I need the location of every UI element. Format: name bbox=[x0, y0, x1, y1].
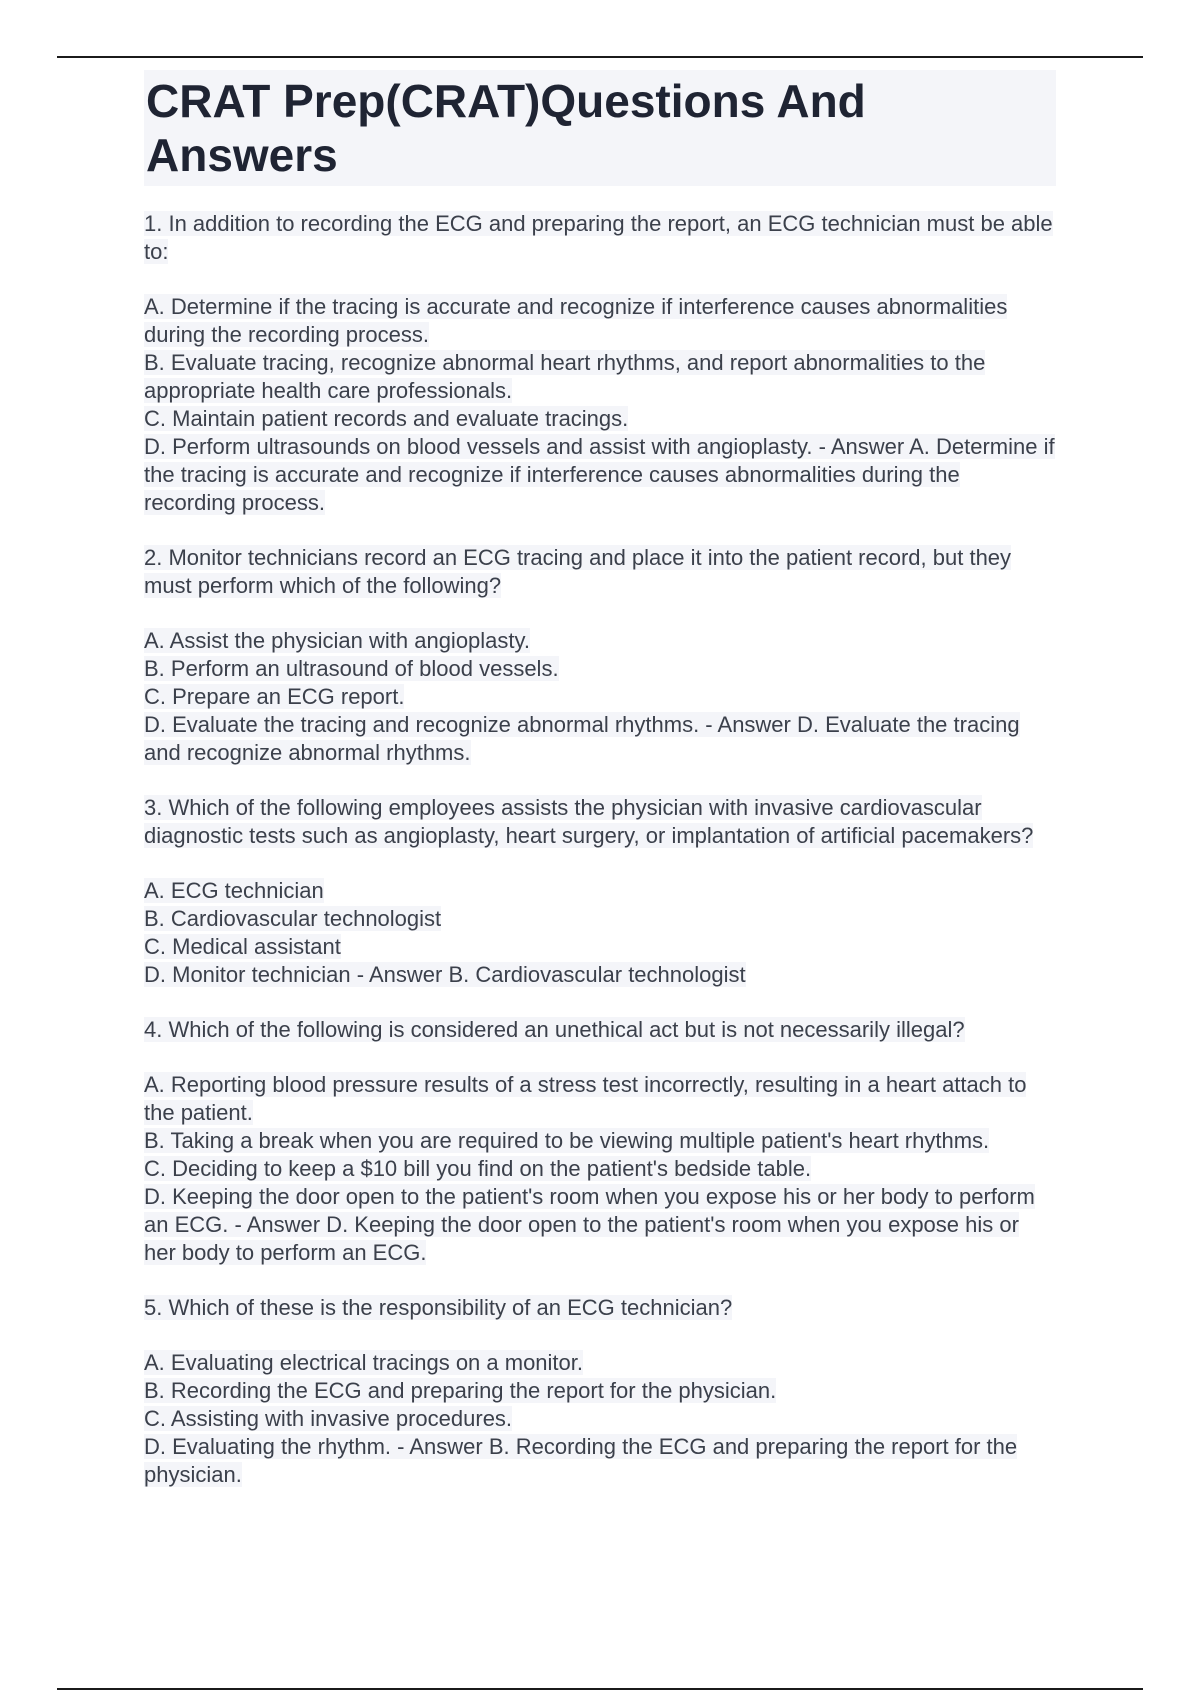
answer-option: B. Cardiovascular technologist bbox=[144, 906, 442, 931]
answer-option: D. Perform ultrasounds on blood vessels and assist with angioplasty. - Answer A. Determine if the tracing is accurate and recognize if interference causes abnormalities during the recording process. bbox=[144, 434, 1055, 515]
question-item bbox=[144, 794, 1056, 989]
answer-option: A. ECG technician bbox=[144, 878, 324, 903]
bottom-rule bbox=[57, 1688, 1143, 1690]
question-text: 2. Monitor technicians record an ECG tracing and place it into the patient record, but they must perform which of the following? bbox=[144, 545, 1012, 598]
question-text: 3. Which of the following employees assists the physician with invasive cardiovascular diagnostic tests such as angioplasty, heart surgery, or implantation of artificial pacemakers? bbox=[144, 795, 1034, 848]
question-item bbox=[144, 544, 1056, 767]
answer-option: A. Evaluating electrical tracings on a monitor. bbox=[144, 1350, 584, 1375]
answer-option: B. Perform an ultrasound of blood vessels. bbox=[144, 656, 559, 681]
top-rule bbox=[57, 56, 1143, 58]
question-item bbox=[144, 1016, 1056, 1267]
document-body bbox=[144, 70, 1056, 1516]
answer-option: B. Recording the ECG and preparing the report for the physician. bbox=[144, 1378, 777, 1403]
answer-option: C. Medical assistant bbox=[144, 934, 341, 959]
title-block bbox=[144, 70, 1056, 186]
answer-option: C. Maintain patient records and evaluate tracings. bbox=[144, 406, 629, 431]
answer-option: C. Prepare an ECG report. bbox=[144, 684, 405, 709]
question-list bbox=[144, 210, 1056, 1489]
answer-option: A. Reporting blood pressure results of a stress test incorrectly, resulting in a heart attach to the patient. bbox=[144, 1072, 1027, 1125]
answer-option: D. Monitor technician - Answer B. Cardiovascular technologist bbox=[144, 962, 746, 987]
answer-option: D. Evaluating the rhythm. - Answer B. Recording the ECG and preparing the report for the physician. bbox=[144, 1434, 1018, 1487]
question-text: 5. Which of these is the responsibility of an ECG technician? bbox=[144, 1295, 733, 1320]
question-item bbox=[144, 1294, 1056, 1489]
answer-option: D. Keeping the door open to the patient's room when you expose his or her body to perform an ECG. - Answer D. Keeping the door open to the patient's room when you expose his or her body to perform an ECG. bbox=[144, 1184, 1035, 1265]
answer-option: A. Assist the physician with angioplasty. bbox=[144, 628, 531, 653]
answer-option: C. Deciding to keep a $10 bill you find on the patient's bedside table. bbox=[144, 1156, 812, 1181]
answer-option: B. Evaluate tracing, recognize abnormal heart rhythms, and report abnormalities to the appropriate health care professionals. bbox=[144, 350, 986, 403]
answer-option: B. Taking a break when you are required to be viewing multiple patient's heart rhythms. bbox=[144, 1128, 990, 1153]
question-item bbox=[144, 210, 1056, 517]
answer-option: C. Assisting with invasive procedures. bbox=[144, 1406, 513, 1431]
answer-option: D. Evaluate the tracing and recognize abnormal rhythms. - Answer D. Evaluate the tracing and recognize abnormal rhythms. bbox=[144, 712, 1020, 765]
question-text: 4. Which of the following is considered an unethical act but is not necessarily illegal? bbox=[144, 1017, 965, 1042]
question-text: 1. In addition to recording the ECG and preparing the report, an ECG technician must be able to: bbox=[144, 211, 1053, 264]
answer-option: A. Determine if the tracing is accurate and recognize if interference causes abnormalities during the recording process. bbox=[144, 294, 1008, 347]
page-title: CRAT Prep(CRAT)Questions And Answers bbox=[146, 75, 866, 181]
